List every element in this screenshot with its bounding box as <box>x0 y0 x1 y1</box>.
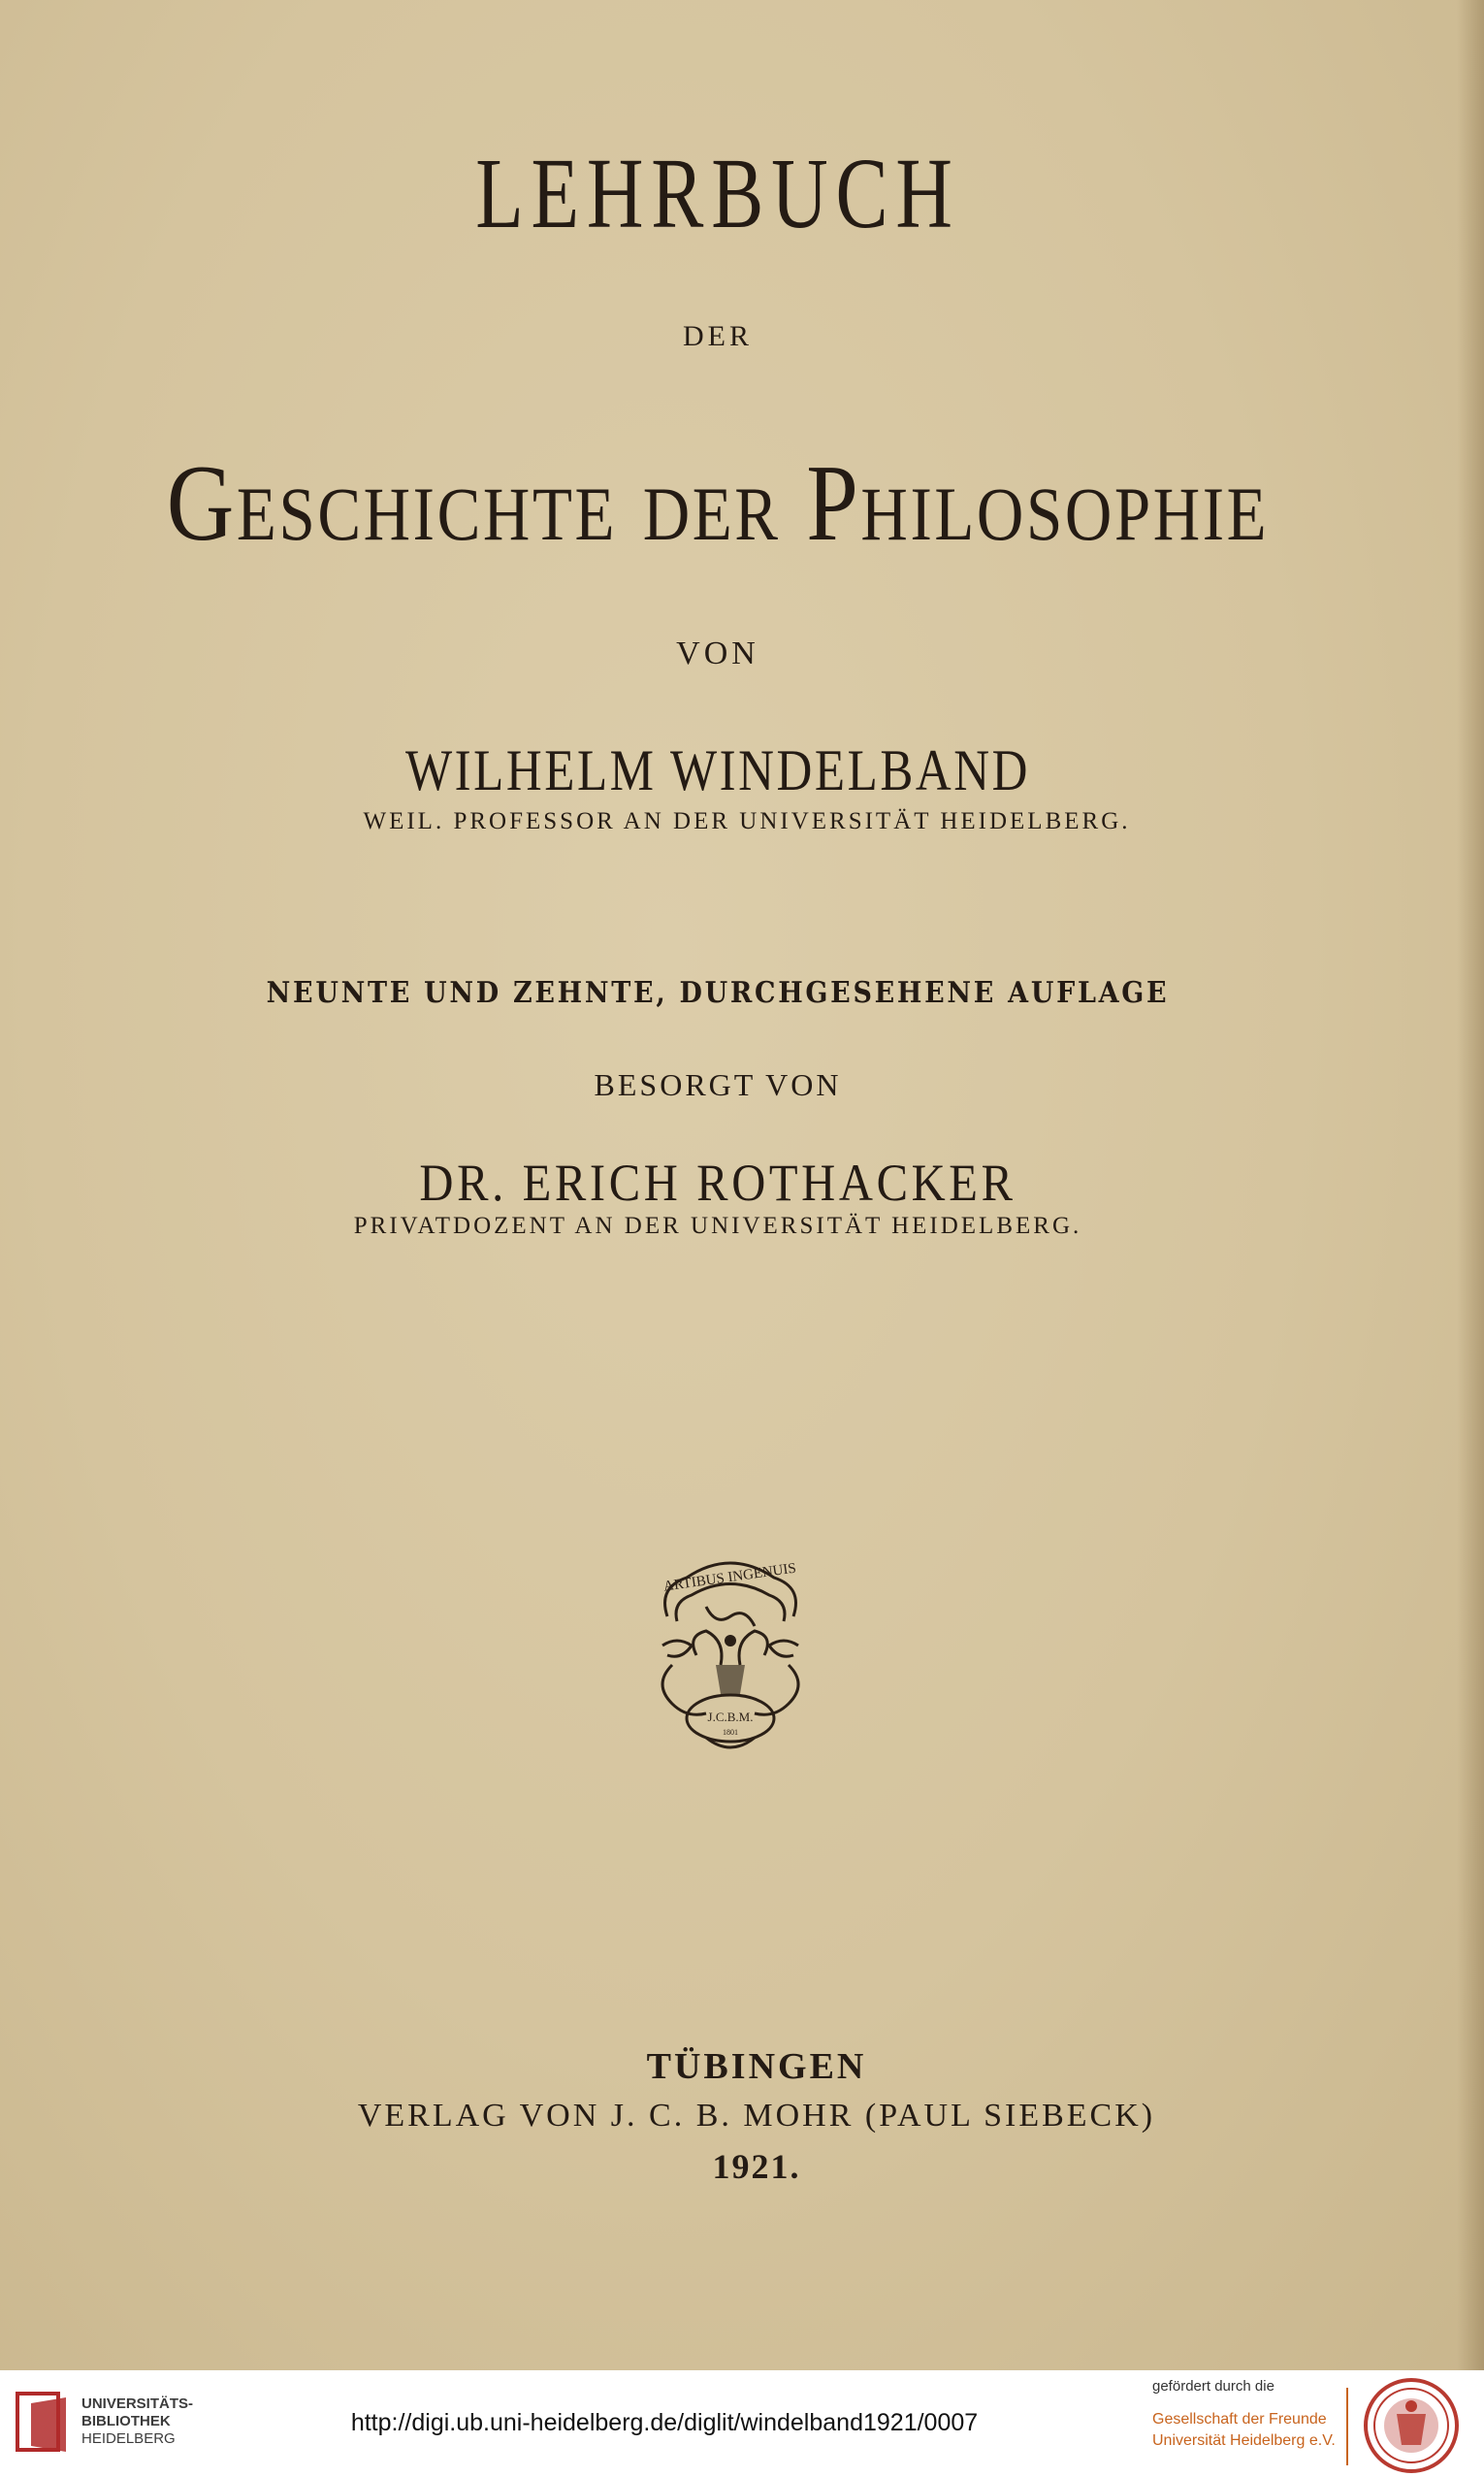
emblem-motto: ARTIBUS INGENUIS <box>662 1560 797 1595</box>
author-position: WEIL. PROFESSOR AN DER UNIVERSITÄT HEIDELBERG. <box>363 808 1131 834</box>
title-line-1: LEHRBUCH <box>475 138 960 249</box>
sponsor-name-line-1[interactable]: Gesellschaft der Freunde <box>1152 2411 1327 2428</box>
imprint-city: TÜBINGEN <box>646 2046 867 2087</box>
title-line-2: Geschichte der Philosophie <box>166 443 1270 564</box>
sponsor-label: gefördert durch die <box>1152 2378 1274 2395</box>
edition-statement: NEUNTE UND ZEHNTE, DURCHGESEHENE AUFLAGE <box>266 976 1170 1010</box>
sponsor-name-line-2[interactable]: Universität Heidelberg e.V. <box>1152 2432 1336 2449</box>
author-name: WILHELM WINDELBAND <box>404 738 1031 802</box>
editor-position: PRIVATDOZENT AN DER UNIVERSITÄT HEIDELBERG. <box>353 1213 1082 1239</box>
title-der: DER <box>683 320 753 352</box>
page-edge-shadow <box>1457 0 1484 2370</box>
besorgt-von-label: BESORGT VON <box>594 1067 842 1102</box>
library-name-line-3: HEIDELBERG <box>81 2430 176 2447</box>
emblem-initials: J.C.B.M. <box>707 1710 754 1724</box>
footer-bar <box>0 2370 1484 2477</box>
permalink-url[interactable]: http://digi.ub.uni-heidelberg.de/diglit/windelband1921/0007 <box>350 2409 979 2436</box>
library-name-line-2: BIBLIOTHEK <box>81 2413 171 2429</box>
footer-divider <box>1346 2388 1348 2465</box>
von-label: VON <box>676 636 759 671</box>
publisher-emblem-icon <box>648 1548 813 1754</box>
library-name-line-1: UNIVERSITÄTS- <box>81 2396 194 2412</box>
editor-name: DR. ERICH ROTHACKER <box>419 1154 1016 1212</box>
imprint-publisher: VERLAG VON J. C. B. MOHR (PAUL SIEBECK) <box>357 2098 1156 2134</box>
university-seal-icon[interactable] <box>1363 2377 1460 2474</box>
imprint-year: 1921. <box>712 2147 801 2186</box>
emblem-year: 1801 <box>723 1728 738 1737</box>
